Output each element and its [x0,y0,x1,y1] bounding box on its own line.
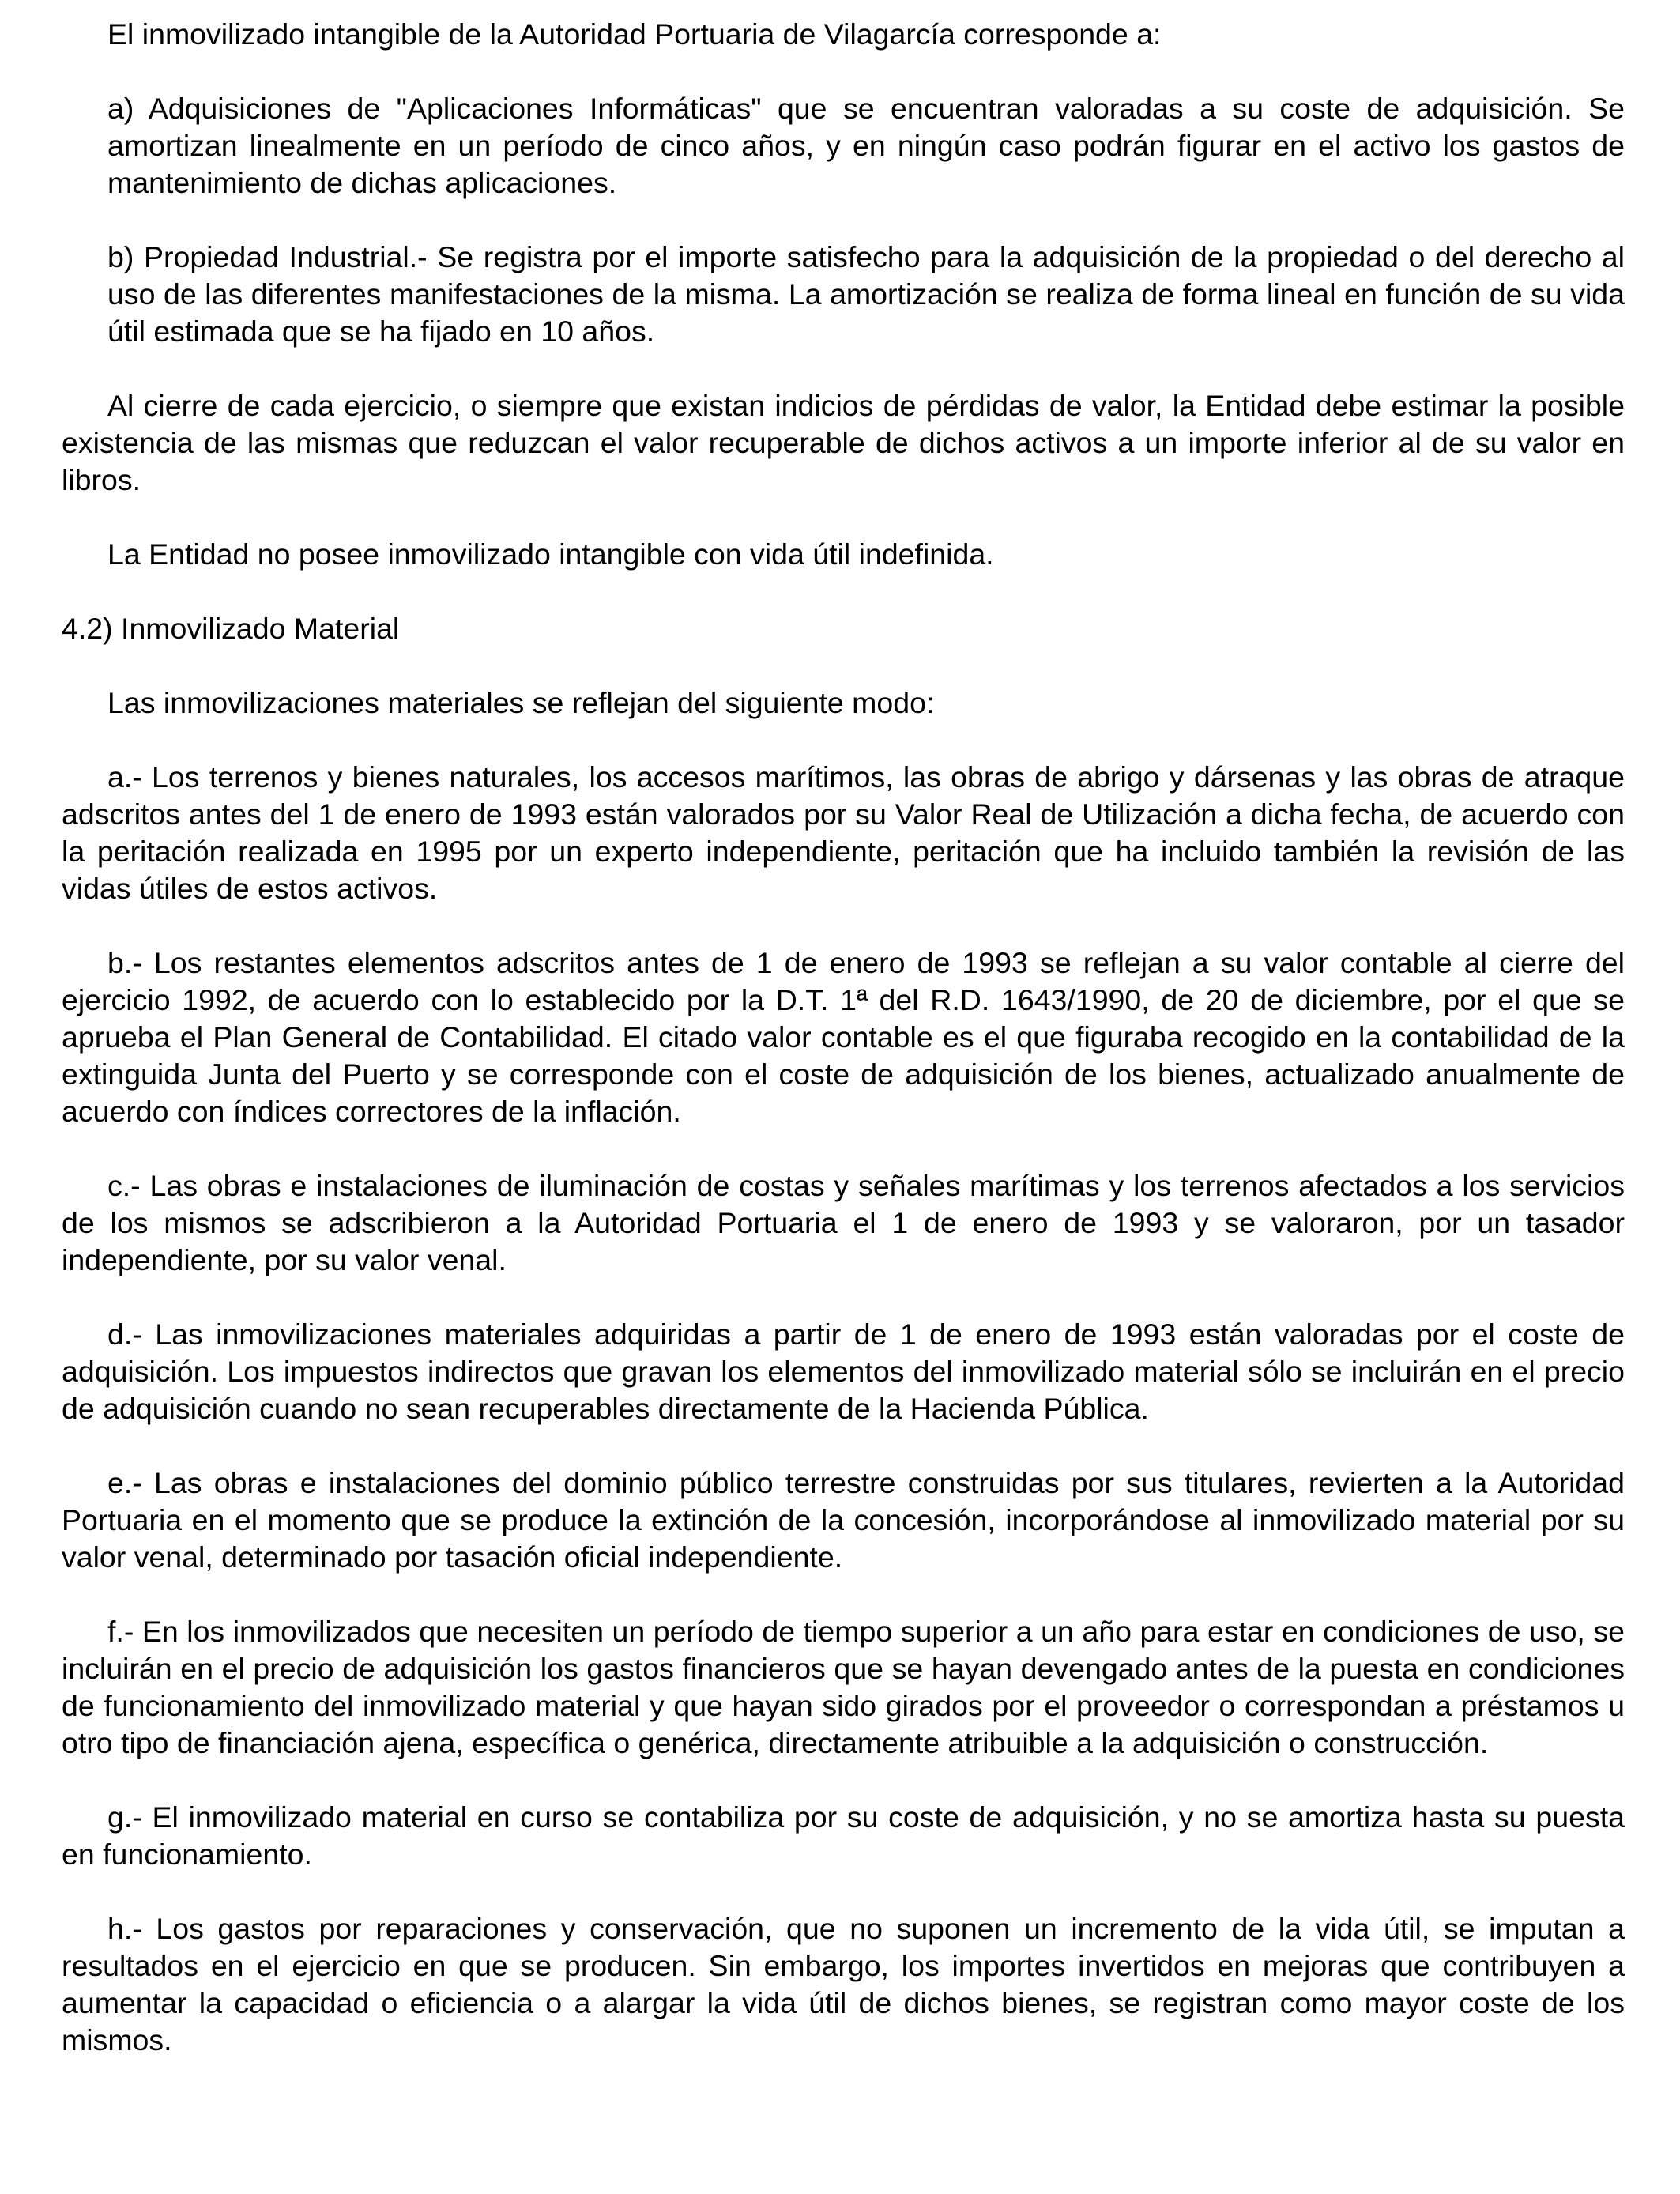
paragraph-item-d: d.- Las inmovilizaciones materiales adquiridas a partir de 1 de enero de 1993 están valoradas por el coste de adquisición. Los impuestos indirectos que gravan los elementos del inmovilizado material sólo se incluirán en el precio de adquisición cuando no sean recuperables directamente de la Hacienda Pública. [62,1318,1625,1425]
paragraph-a-software: a) Adquisiciones de "Aplicaciones Informáticas" que se encuentran valoradas a su coste de adquisición. Se amortizan linealmente en un período de cinco años, y en ningún caso podrán figurar en el activo los gastos de mantenimiento de dichas aplicaciones. [107,92,1625,199]
paragraph-item-g: g.- El inmovilizado material en curso se contabiliza por su coste de adquisición, y no se amortiza hasta su puesta en funcionamiento. [62,1800,1625,1871]
intro-paragraph: El inmovilizado intangible de la Autoridad Portuaria de Vilagarcía corresponde a: [107,17,1162,51]
paragraph-b-industrial-property: b) Propiedad Industrial.- Se registra por el importe satisfecho para la adquisición de la propiedad o del derecho al uso de las diferentes manifestaciones de la misma. La amortización se realiza de forma lineal en función de su vida útil estimada que se ha fijado en 10 años. [107,240,1625,348]
paragraph-item-b: b.- Los restantes elementos adscritos antes de 1 de enero de 1993 se reflejan a su valor contable al cierre del ejercicio 1992, de acuerdo con lo establecido por la D.T. 1ª del R.D. 1643/1990, de 20 de diciembre, por el que se aprueba el Plan General de Contabilidad. El citado valor contable es el que figuraba recogido en la contabilidad de la extinguida Junta del Puerto y se corresponde con el coste de adquisición de los bienes, actualizado anualmente de acuerdo con índices correctores de la inflación. [62,946,1625,1128]
paragraph-material-intro: Las inmovilizaciones materiales se reflejan del siguiente modo: [107,686,935,719]
paragraph-item-h: h.- Los gastos por reparaciones y conservación, que no suponen un incremento de la vida útil, se imputan a resultados en el ejercicio en que se producen. Sin embargo, los importes invertidos en mejoras que contribuyen a aumentar la capacidad o eficiencia o a alargar la vida útil de dichos bienes, se registran como mayor coste de los mismos. [62,1912,1625,2056]
paragraph-item-f: f.- En los inmovilizados que necesiten un período de tiempo superior a un año para estar en condiciones de uso, se incluirán en el precio de adquisición los gastos financieros que se hayan devengado antes de la puesta en condiciones de funcionamiento del inmovilizado material y que hayan sido girados por el proveedor o correspondan a préstamos u otro tipo de financiación ajena, específica o genérica, directamente atribuible a la adquisición o construcción. [62,1615,1625,1759]
paragraph-impairment: Al cierre de cada ejercicio, o siempre que existan indicios de pérdidas de valor, la Entidad debe estimar la posible existencia de las mismas que reduzcan el valor recuperable de dichos activos a un importe inferior al de su valor en libros. [62,389,1625,496]
paragraph-item-e: e.- Las obras e instalaciones del dominio público terrestre construidas por sus titulares, revierten a la Autoridad Portuaria en el momento que se produce la extinción de la concesión, incorporándose al inmovilizado material por su valor venal, determinado por tasación oficial independiente. [62,1466,1625,1574]
document-page [62,0,1625,2059]
paragraph-indefinite-life: La Entidad no posee inmovilizado intangible con vida útil indefinida. [107,537,994,571]
paragraph-item-c: c.- Las obras e instalaciones de iluminación de costas y señales marítimas y los terrenos afectados a los servicios de los mismos se adscribieron a la Autoridad Portuaria el 1 de enero de 1993 y se valoraron, por un tasador independiente, por su valor venal. [62,1169,1625,1276]
section-heading-4-2: 4.2) Inmovilizado Material [62,612,400,645]
paragraph-item-a: a.- Los terrenos y bienes naturales, los accesos marítimos, las obras de abrigo y dársenas y las obras de atraque adscritos antes del 1 de enero de 1993 están valorados por su Valor Real de Utilización a dicha fecha, de acuerdo con la peritación realizada en 1995 por un experto independiente, peritación que ha incluido también la revisión de las vidas útiles de estos activos. [62,760,1625,905]
